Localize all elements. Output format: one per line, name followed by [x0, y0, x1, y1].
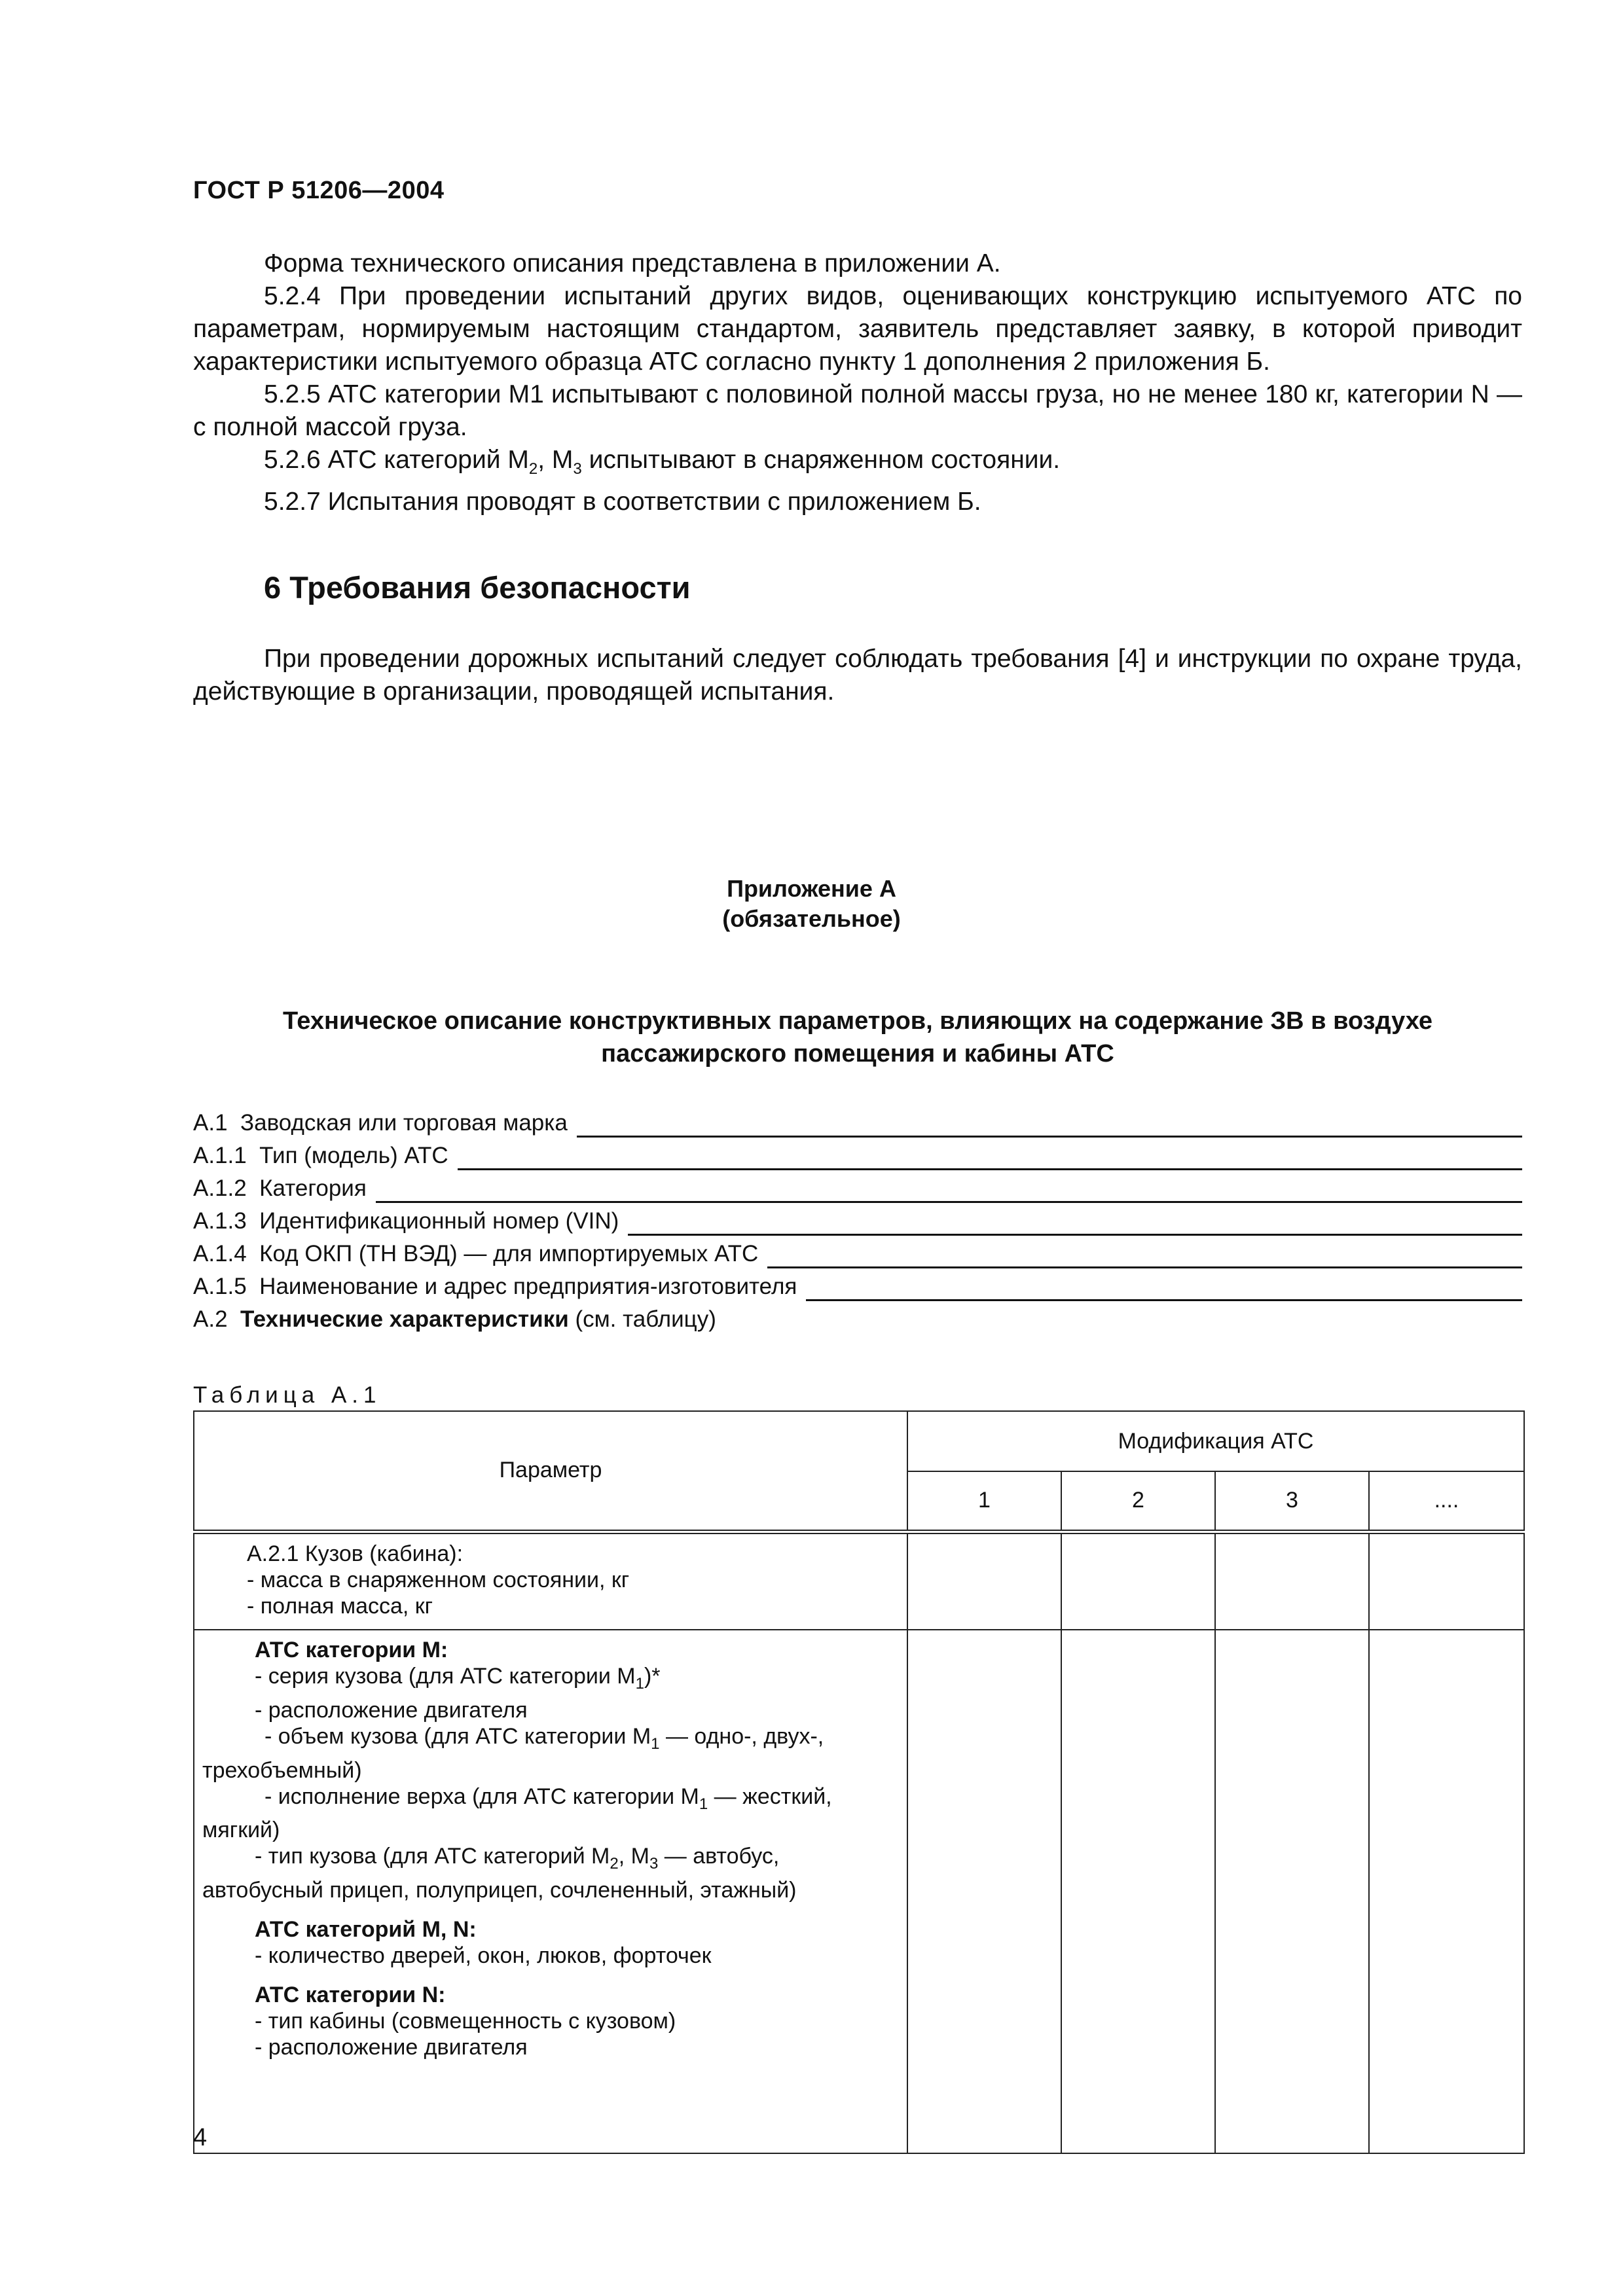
- blank-field: [628, 1214, 1522, 1236]
- blank-field: [376, 1181, 1522, 1203]
- section-5-paragraphs: [193, 247, 1522, 518]
- table-cell-empty: [1061, 1532, 1215, 1630]
- paragraph-5-2-6: 5.2.6 АТС категорий $М_2$, $М_3$ испытывают в снаряженном состоянии.: [264, 446, 1061, 478]
- appendix-title: Техническое описание конструктивных параметров, влияющих на содержание ЗВ в воздухе пассажирского помещения и кабины АТС: [282, 1007, 1433, 1067]
- header-mod-3: 3: [1215, 1471, 1369, 1532]
- paragraph-form-reference: Форма технического описания представлена в приложении А.: [264, 249, 1001, 278]
- specification-table: [193, 1410, 1525, 2154]
- table-cell-empty: [1369, 1532, 1524, 1630]
- appendix-status: (обязательное): [722, 905, 901, 932]
- header-mod-2: 2: [1061, 1471, 1215, 1532]
- form-line-a1-5: А.1.5 Наименование и адрес предприятия-изготовителя: [193, 1270, 1522, 1301]
- table-cell-empty: [1369, 1630, 1524, 2153]
- table-cell-empty: [1061, 1630, 1215, 2153]
- section-6-text: При проведении дорожных испытаний следует соблюдать требования [4] и инструкции по охране труда, действующие в организации, проводящей испытания.: [193, 645, 1522, 706]
- header-parameter: Параметр: [194, 1411, 907, 1532]
- form-line-a1-2: А.1.2 Категория: [193, 1172, 1522, 1203]
- form-line-a1-3: А.1.3 Идентификационный номер (VIN): [193, 1204, 1522, 1236]
- blank-field: [577, 1116, 1522, 1138]
- table-cell-empty: [1215, 1630, 1369, 2153]
- blank-field: [458, 1149, 1522, 1170]
- document-header: ГОСТ Р 51206—2004: [193, 177, 445, 204]
- page-number: 4: [193, 2124, 208, 2151]
- paragraph-5-2-5: 5.2.5 АТС категории М1 испытывают с половиной полной массы груза, но не менее 180 кг, категории N — с полной массой груза.: [193, 380, 1522, 441]
- blank-field: [767, 1247, 1522, 1268]
- header-modification: Модификация АТС: [907, 1411, 1524, 1471]
- paragraph-5-2-4: 5.2.4 При проведении испытаний других видов, оценивающих конструкцию испытуемого АТС по параметрам, нормируемым настоящим стандартом, заявитель представляет заявку, в которой приводит характеристики испытуемого образца АТС согласно пункту 1 дополнения 2 приложения Б.: [193, 282, 1522, 376]
- section-6-title: 6 Требования безопасности: [264, 570, 691, 605]
- form-line-a1: А.1 Заводская или торговая марка: [193, 1106, 1522, 1138]
- table-row-body-mass: А.2.1 Кузов (кабина): - масса в снаряженном состоянии, кг - полная масса, кг: [194, 1532, 907, 1630]
- appendix-label: Приложение А: [727, 875, 896, 902]
- table-caption: Таблица А.1: [193, 1382, 382, 1408]
- blank-field: [806, 1280, 1522, 1301]
- table-row-categories: АТС категории М: - серия кузова (для АТС категории $М_1)*$ - расположение двигателя - объем кузова (для АТС категории $М_1$ — одно-, двух-, трехобъемный) - исполнение верха (для АТС категории $М_1$ — жесткий, мягкий) - тип кузова (для АТС категорий $М_2$, $М_3$ — автобус, автобусный прицеп, полуприцеп, сочлененный, этажный) АТС категорий М, N: - количество дверей, окон, люков, форточек АТС категории N: - тип кабины (совмещенность с кузовом) - расположение двигателя: [194, 1630, 907, 2153]
- header-mod-1: 1: [907, 1471, 1061, 1532]
- table-cell-empty: [1215, 1532, 1369, 1630]
- table-cell-empty: [907, 1630, 1061, 2153]
- form-line-a2: А.2 Технические характеристики (см. таблицу): [193, 1306, 716, 1332]
- form-line-a1-1: А.1.1 Тип (модель) АТС: [193, 1139, 1522, 1170]
- paragraph-5-2-7: 5.2.7 Испытания проводят в соответствии с приложением Б.: [264, 487, 981, 516]
- header-mod-more: ....: [1369, 1471, 1524, 1532]
- table-cell-empty: [907, 1532, 1061, 1630]
- form-line-a1-4: А.1.4 Код ОКП (ТН ВЭД) — для импортируемых АТС: [193, 1237, 1522, 1268]
